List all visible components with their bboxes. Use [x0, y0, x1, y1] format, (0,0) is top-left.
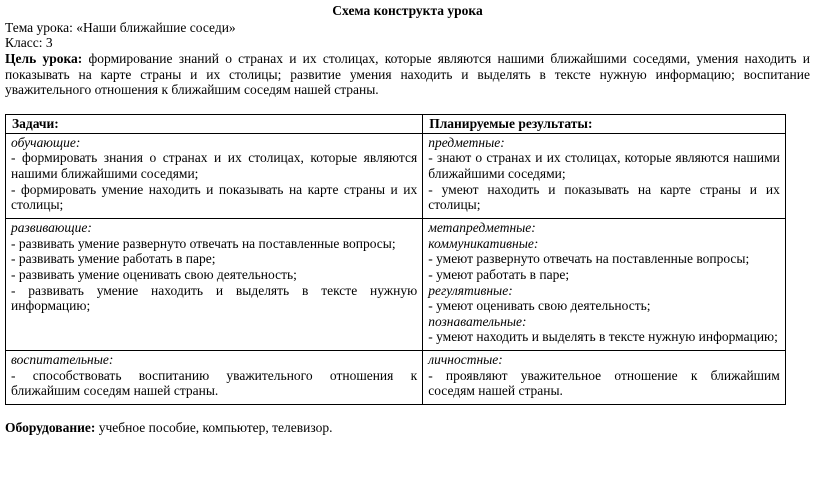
cell-line: - способствовать воспитанию уважительного отношения к ближайшим соседям нашей страны. — [11, 367, 418, 399]
table-row — [6, 351, 786, 405]
results-cell-meta — [423, 218, 786, 350]
tasks-cell-educational — [6, 351, 423, 405]
cell-line: - проявляют уважительное отношение к ближайшим соседям нашей страны. — [428, 367, 780, 399]
cell-line: - умеют находить и выделять в тексте нужную информацию; — [428, 329, 778, 345]
cell-line: воспитательные: — [11, 352, 114, 368]
cell-line: - развивать умение работать в паре; — [11, 251, 216, 267]
cell-line: - умеют работать в паре; — [428, 266, 570, 282]
cell-line: обучающие: — [11, 134, 81, 150]
class-value: 3 — [42, 35, 53, 51]
cell-line: познавательные: — [428, 313, 527, 329]
topic-label: Тема урока: — [5, 19, 73, 35]
equipment-label: Оборудование: — [5, 420, 96, 436]
topic-line — [5, 20, 810, 36]
cell-line: - формировать умение находить и показывать на карте страны и их столицы; — [11, 181, 418, 213]
cell-line: - знают о странах и их столицах, которые являются нашими ближайшими соседями; — [428, 150, 780, 181]
cell-line: коммуникативные: — [428, 235, 539, 251]
cell-line: предметные: — [428, 134, 505, 150]
equipment-line — [5, 420, 810, 436]
cell-line: - умеют оценивать свою деятельность; — [428, 298, 651, 314]
results-column-header: Планируемые результаты: — [423, 114, 786, 133]
cell-line: - развивать умение оценивать свою деятельность; — [11, 266, 297, 282]
topic-value: «Наши ближайшие соседи» — [72, 19, 236, 35]
table-row — [6, 133, 786, 218]
tasks-cell-teaching — [6, 133, 423, 218]
table-header-row — [6, 114, 786, 133]
goal-paragraph — [5, 51, 810, 98]
goal-text: формирование знаний о странах и их столицах, которые являются нашими ближайшими соседями, умения находить и показывать на карте страны и их столицы; развитие умения находить и выделять в тексте нужную информацию; воспитание уважительного отношения к ближайшим соседям нашей страны. — [5, 50, 810, 98]
cell-line: - умеют находить и показывать на карте страны и их столицы; — [428, 181, 780, 213]
cell-line: развивающие: — [11, 219, 92, 235]
class-label: Класс: — [5, 35, 43, 51]
cell-line: - развивать умение развернуто отвечать на поставленные вопросы; — [11, 235, 396, 251]
table-row — [6, 218, 786, 350]
goal-label: Цель урока: — [5, 50, 83, 66]
cell-line: - формировать знания о странах и их столицах, которые являются нашими ближайшими соседями; — [11, 150, 418, 181]
cell-line: - развивать умение находить и выделять в тексте нужную информацию; — [11, 282, 418, 314]
class-line — [5, 35, 810, 51]
cell-line: регулятивные: — [428, 282, 513, 298]
equipment-text: учебное пособие, компьютер, телевизор. — [95, 420, 333, 436]
results-cell-subject — [423, 133, 786, 218]
tasks-results-table — [5, 114, 786, 405]
tasks-column-header: Задачи: — [6, 114, 423, 133]
cell-line: личностные: — [428, 352, 503, 368]
cell-line: - умеют развернуто отвечать на поставленные вопросы; — [428, 251, 750, 267]
tasks-cell-developing — [6, 218, 423, 350]
results-cell-personal — [423, 351, 786, 405]
document-title: Схема конструкта урока — [332, 3, 483, 18]
cell-line: метапредметные: — [428, 219, 536, 235]
